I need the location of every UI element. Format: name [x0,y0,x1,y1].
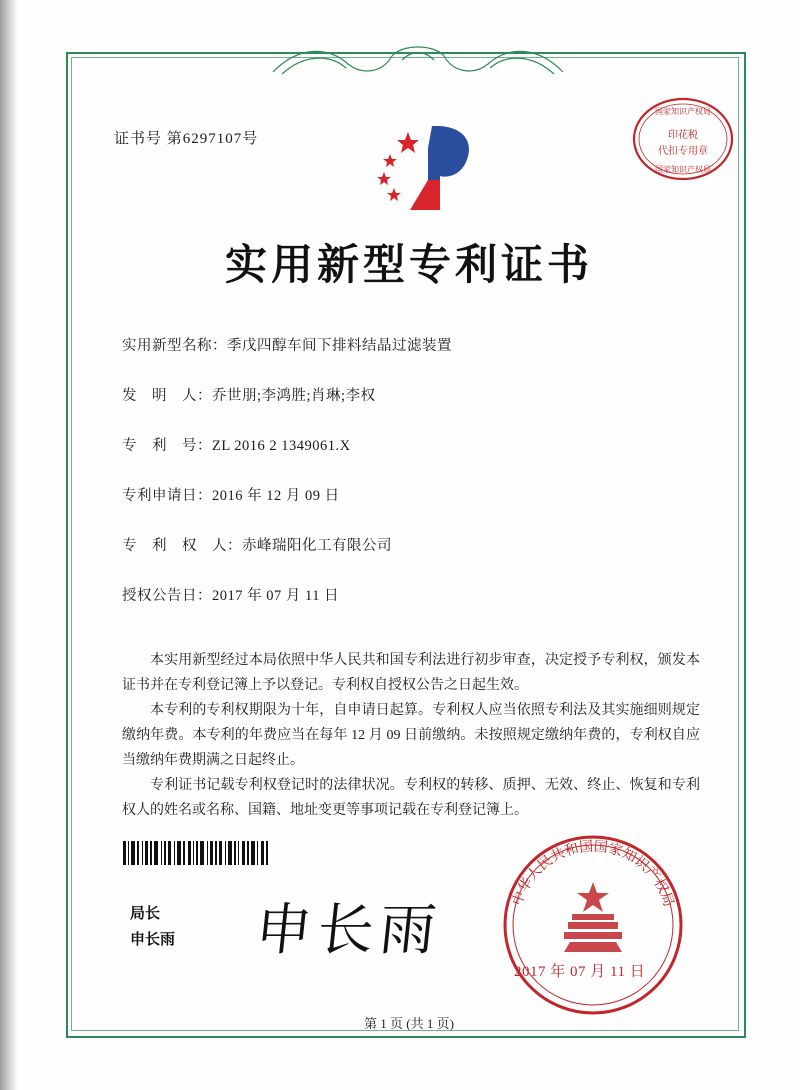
stamp-duty-seal [630,86,736,192]
field-row-patentee [122,534,702,555]
page-title: 实用新型专利证书 [224,240,593,289]
field-value: 2017 年 07 月 11 日 [212,588,340,604]
certificate-number: 证书号 第6297107号 [114,131,259,147]
signature-role: 局长 [130,904,161,922]
field-row-grant-date [122,584,702,605]
seal-top-line2: 印花税 [668,130,698,141]
page-footer: 第 1 页 (共 1 页) [364,1016,454,1031]
page-surface [18,0,800,1090]
barcode [123,841,328,865]
national-seal [498,830,688,1020]
field-label: 专 利 权 人： [122,538,242,554]
decorative-swirl [268,42,568,78]
seal-top-line3: 代扣专用章 [658,146,708,157]
field-row-patent-number [122,434,702,455]
field-value: 乔世朋;李鸿胜;肖琳;李权 [212,388,376,404]
page-binding-edge [0,0,18,1090]
field-label: 专 利 号： [122,438,212,454]
field-row-invention-name [122,334,702,355]
signature-label [130,900,175,952]
field-value: 赤峰瑞阳化工有限公司 [242,538,392,554]
signature-name: 申长雨 [130,930,176,948]
seal-date: 2017 年 07 月 11 日 [514,964,646,980]
field-label: 专利申请日： [122,488,212,504]
field-label: 发 明 人： [122,388,212,404]
field-value: ZL 2016 2 1349061.X [212,438,351,454]
body-paragraph-2: 本专利的专利权期限为十年，自申请日起算。专利权人应当依照专利法及其实施细则规定缴纳年费。本专利的年费应当在每年 12 月 09 日前缴纳。未按照规定缴纳年费的，专利权自应当缴纳年费期满之日起终止。 [122,703,700,768]
field-row-application-date [122,484,702,505]
seal-top-line1: 国家知识产权局 [655,107,711,116]
seal-top-line4: 国家知识产权局 [655,165,711,174]
cnipa-logo-icon [370,118,490,218]
body-text [122,648,700,823]
field-row-inventors [122,384,702,405]
body-paragraph-3: 专利证书记载专利权登记时的法律状况。专利权的转移、质押、无效、终止、恢复和专利权人的姓名或名称、国籍、地址变更等事项记载在专利登记簿上。 [122,778,700,818]
body-paragraph-1: 本实用新型经过本局依照中华人民共和国专利法进行初步审查，决定授予专利权，颁发本证书并在专利登记簿上予以登记。专利权自授权公告之日起生效。 [122,653,700,693]
field-value: 季戊四醇车间下排料结晶过滤装置 [227,338,452,354]
national-seal-text: 中华人民共和国国家知识产权局 [509,838,677,909]
field-label: 实用新型名称： [122,338,227,354]
field-list [122,334,702,634]
field-label: 授权公告日： [122,588,212,604]
field-value: 2016 年 12 月 09 日 [212,488,340,504]
handwritten-signature: 申长雨 [252,898,445,963]
